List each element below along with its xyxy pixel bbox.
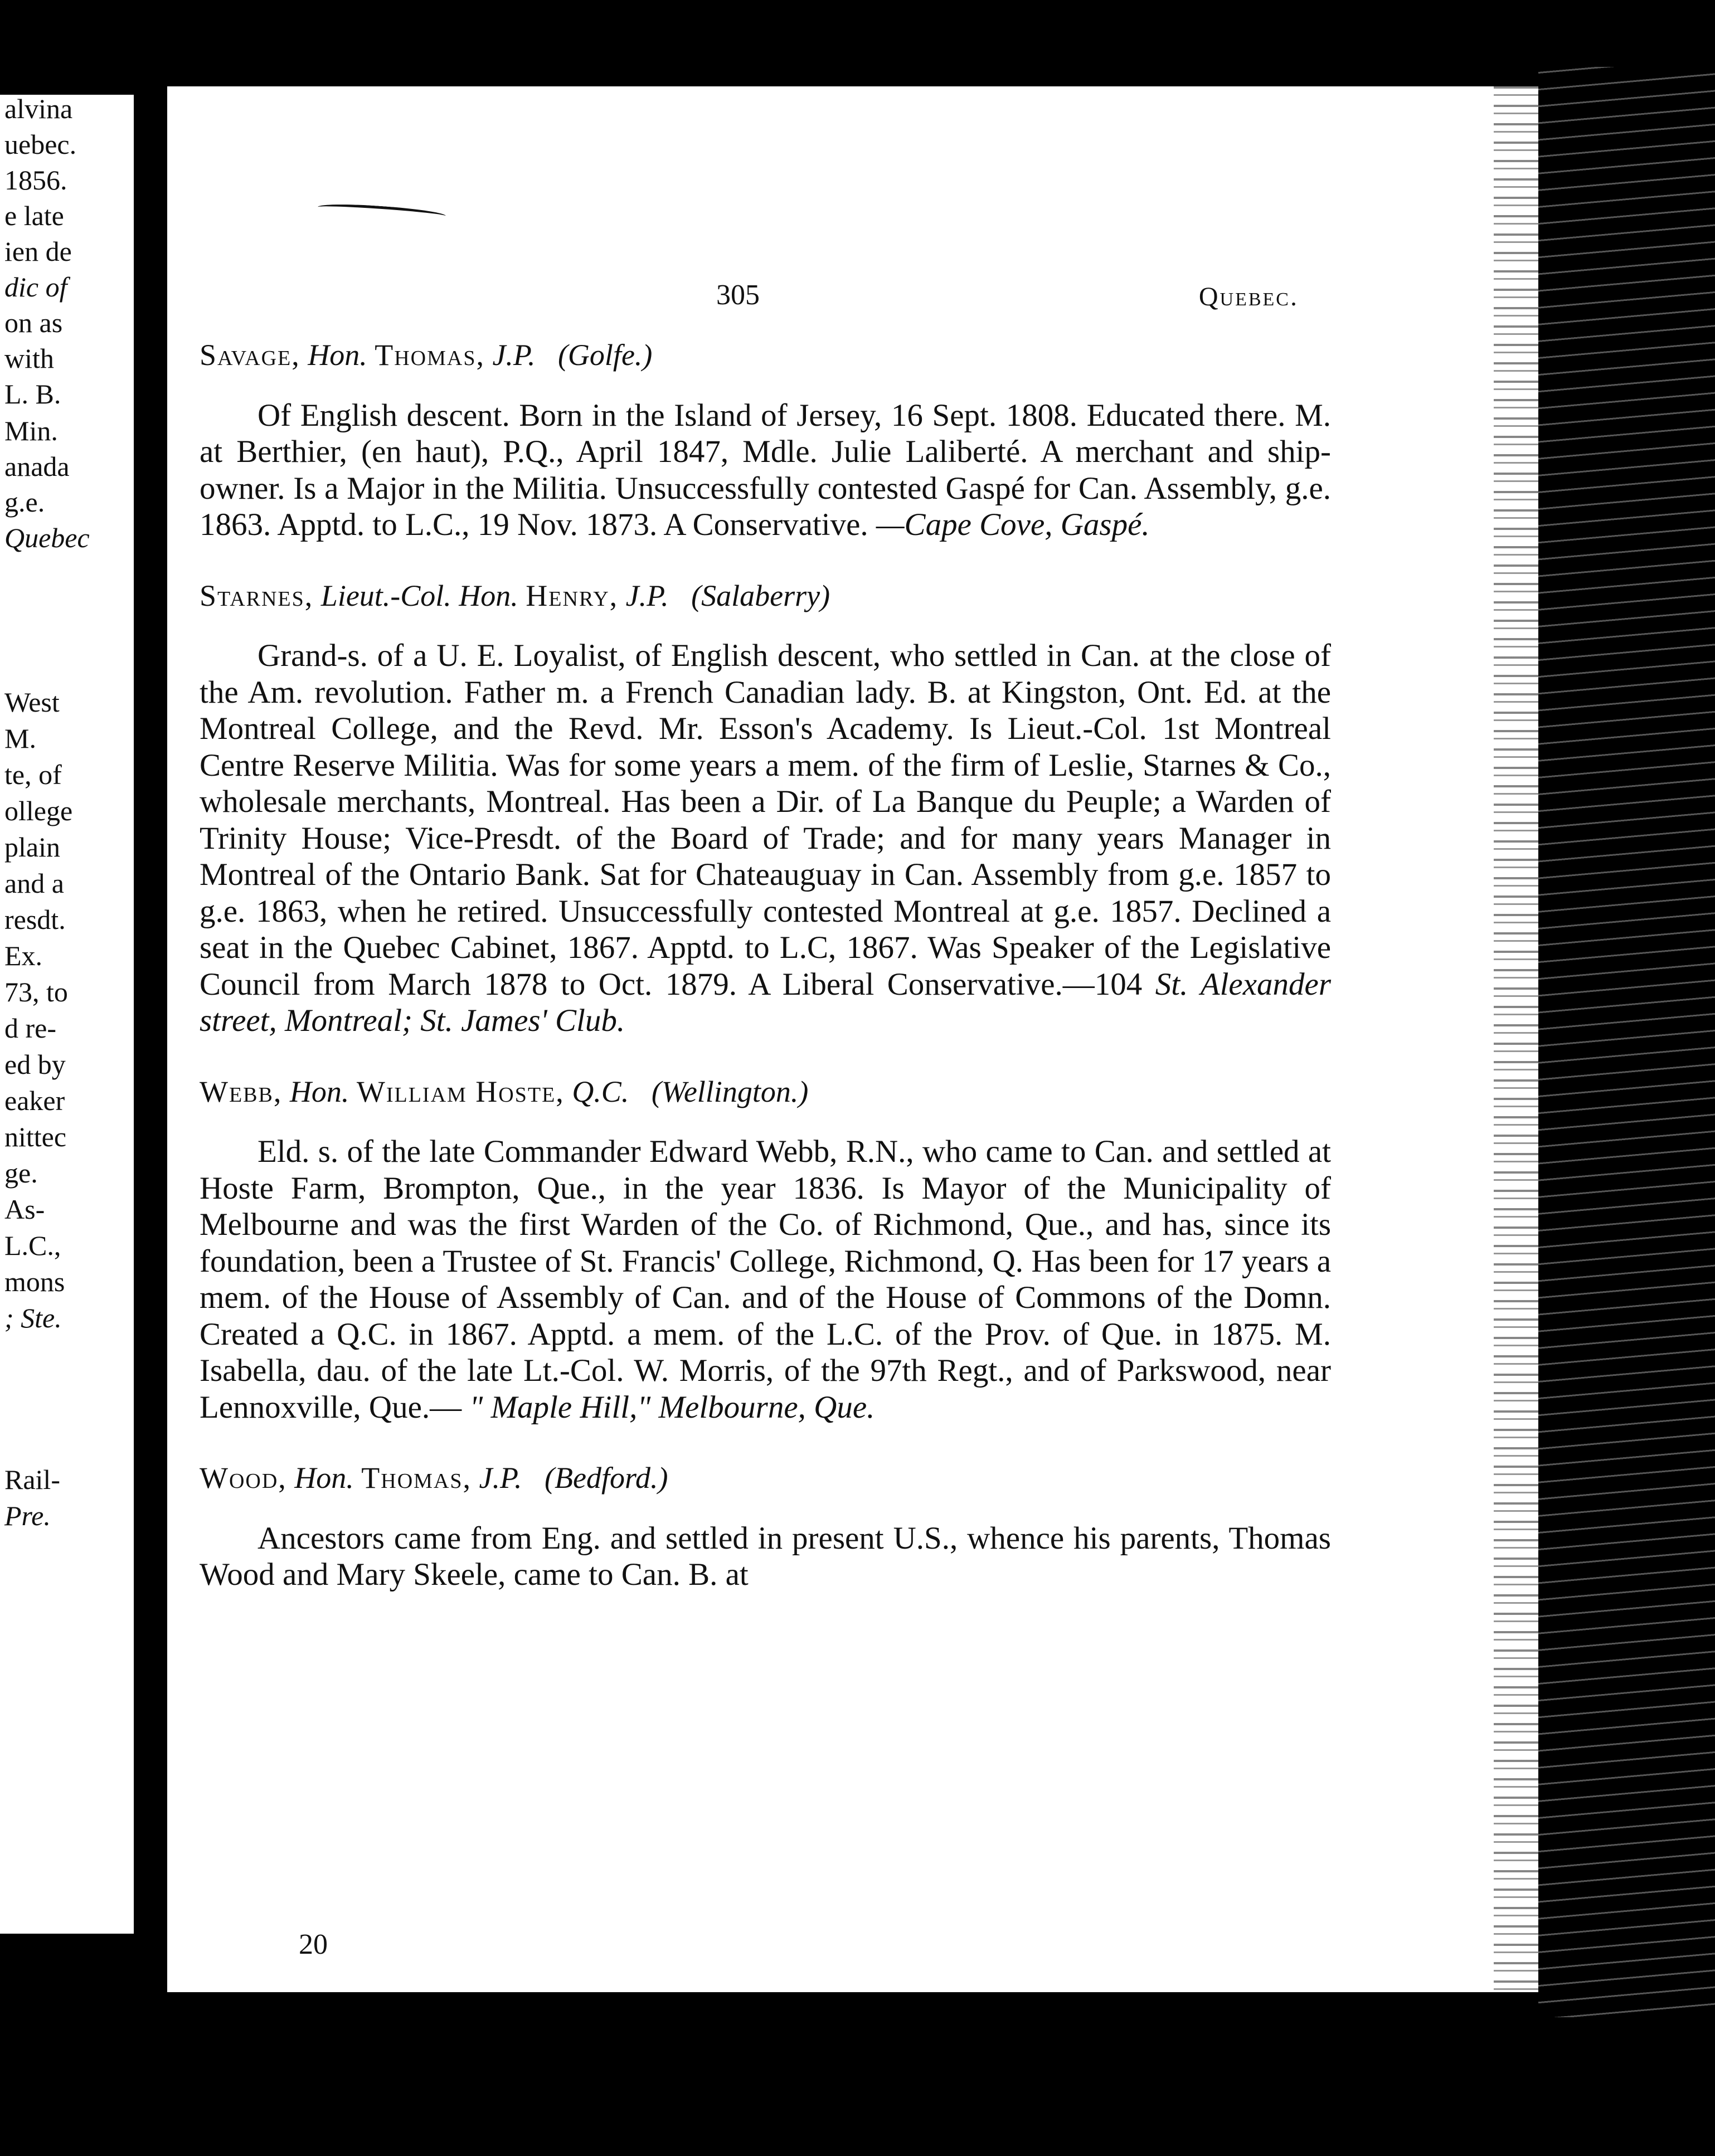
entry-body: Ancestors came from Eng. and settled in present U.S., whence his parents, Thomas Wood and Mary Skeele, came to Can. B. at [200,1520,1331,1592]
facing-page-text: mons [4,1266,65,1297]
biography-entry [200,578,1331,1039]
entry-given-name: Thomas, [375,338,485,372]
entry-given-name: William Hoste, [356,1074,565,1108]
entry-title: Lieut.-Col. Hon. [320,578,518,612]
entry-surname: Savage, [200,338,300,372]
entry-heading [200,1074,1331,1111]
entry-heading [200,1460,1331,1497]
facing-page-text: M. [4,723,36,754]
facing-page-text: d re- [4,1013,56,1044]
entry-heading [200,578,1331,615]
facing-page-text: alvina [4,95,73,124]
entry-given-name: Thomas, [361,1461,472,1495]
facing-page-text: Quebec [4,522,90,553]
facing-page-text: ge. [4,1157,38,1189]
entry-text [200,1520,1331,1593]
biography-entry [200,1460,1331,1593]
entry-text [200,1133,1331,1425]
entry-text [200,637,1331,1039]
entry-riding: (Bedford.) [545,1461,668,1495]
scan-edge-right [1538,67,1715,2017]
facing-page-text: with [4,343,54,374]
facing-page-text: plain [4,831,60,863]
entry-body: Of English descent. Born in the Island of Jersey, 16 Sept. 1808. Educated there. M. at Berthier, (en haut), P.Q., April 1847, Mdle. Julie Laliberté. A merchant and ship-owner. Is a Major in the Militia. Unsuccessfully contested Gaspé for Can. Assembly, g.e. 1863. Apptd. to L.C., 19 Nov. 1873. A Conservative. [200,397,1331,542]
biography-entry [200,1074,1331,1426]
facing-page-text: L.C., [4,1230,61,1261]
facing-page-text: ien de [4,236,72,267]
facing-page-text: te, of [4,759,62,790]
facing-page-text: g.e. [4,486,45,518]
scan-edge-noise [1494,86,1538,1992]
entry-title: Hon. [308,338,367,372]
entry-postnominal: J.P. [625,578,669,612]
entry-address: St. Alexander street, Montreal; St. James' Club. [200,966,1332,1038]
entry-riding: (Golfe.) [557,338,653,372]
facing-page-text: and a [4,868,64,899]
entry-heading [200,337,1331,374]
entry-title: Hon. [294,1461,354,1495]
facing-page-text: Rail- [4,1464,60,1495]
facing-page-text: uebec. [4,129,77,160]
page-number: 305 [716,279,760,311]
facing-page-text: Min. [4,415,58,446]
entry-surname: Webb, [200,1074,283,1108]
facing-page-text: ollege [4,795,73,826]
facing-page-text: West [4,687,60,718]
facing-page-text: ; Ste. [4,1302,62,1333]
entry-surname: Wood, [200,1461,287,1495]
signature-mark: 20 [299,1929,328,1960]
entry-given-name: Henry, [526,578,619,612]
facing-page-text: on as [4,307,63,338]
facing-page-text: 73, to [4,976,68,1008]
biography-entry [200,337,1331,543]
facing-page-text: e late [4,200,64,231]
facing-page-fragment [0,95,134,1934]
entry-postnominal: Q.C. [572,1074,629,1108]
entry-body: Grand-s. of a U. E. Loyalist, of English descent, who settled in Can. at the close of the Am. revolution. Father m. a French Canadian lady. B. at Kingston, Ont. Ed. at the Montreal College, and the Revd. Mr. Esson's Academy. Is Lieut.-Col. 1st Montreal Centre Reserve Militia. Was for some years a mem. of the firm of Leslie, Starnes & Co., wholesale merchants, Montreal. Has been a Dir. of La Banque du Peuple; a Warden of Trinity House; Vice-Presdt. of the Board of Trade; and for many years Manager in Montreal of the Ontario Bank. Sat for Chateauguay in Can. Assembly from g.e. 1857 to g.e. 1863, when he retired. Unsuccessfully contested Montreal at g.e. 1857. Declined a seat in the Quebec Cabinet, 1867. Apptd. to L.C, 1867. Was Speaker of the Legislative Council from March 1878 to Oct. 1879. A Liberal Conservative.—104 [200,638,1331,1002]
ink-smudge [318,202,446,221]
entries-column [200,337,1331,1610]
facing-page-text: L. B. [4,378,61,410]
entry-postnominal: J.P. [479,1461,522,1495]
entry-body: Eld. s. of the late Commander Edward Webb, R.N., who came to Can. and settled at Hoste Farm, Brompton, Que., in the year 1836. Is Mayor of the Municipality of Melbourne and was the first Warden of the Co. of Richmond, Que., and has, since its foundation, been a Trustee of St. Francis' College, Richmond, Q. Has been for 17 years a mem. of the House of Assembly of Can. and of the House of Commons of the Domn. Created a Q.C. in 1867. Apptd. a mem. of the L.C. of the Prov. of Que. in 1875. M. Isabella, dau. of the late Lt.-Col. W. Morris, of the 97th Regt., and of Parkswood, near Lennoxville, Que.— [200,1134,1331,1425]
entry-address: —Cape Cove, Gaspé. [876,507,1150,542]
entry-text [200,397,1331,543]
facing-page-text: resdt. [4,904,66,935]
entry-riding: (Salaberry) [691,578,830,612]
facing-page-text: As- [4,1194,45,1225]
facing-page-text: Ex. [4,940,43,971]
facing-page-text: Pre. [4,1500,51,1531]
facing-page-text: dic of [4,271,67,303]
entry-riding: (Wellington.) [651,1074,809,1108]
facing-page-text: 1856. [4,164,67,196]
facing-page-text: anada [4,451,70,482]
entry-title: Hon. [289,1074,349,1108]
page [167,86,1538,1992]
entry-postnominal: J.P. [492,338,536,372]
facing-page-text: eaker [4,1085,65,1116]
entry-surname: Starnes, [200,578,314,612]
entry-address: " Maple Hill," Melbourne, Que. [469,1389,875,1425]
facing-page-text: ed by [4,1049,66,1080]
facing-page-text: nittec [4,1121,67,1152]
running-head: Quebec. [1198,282,1299,312]
